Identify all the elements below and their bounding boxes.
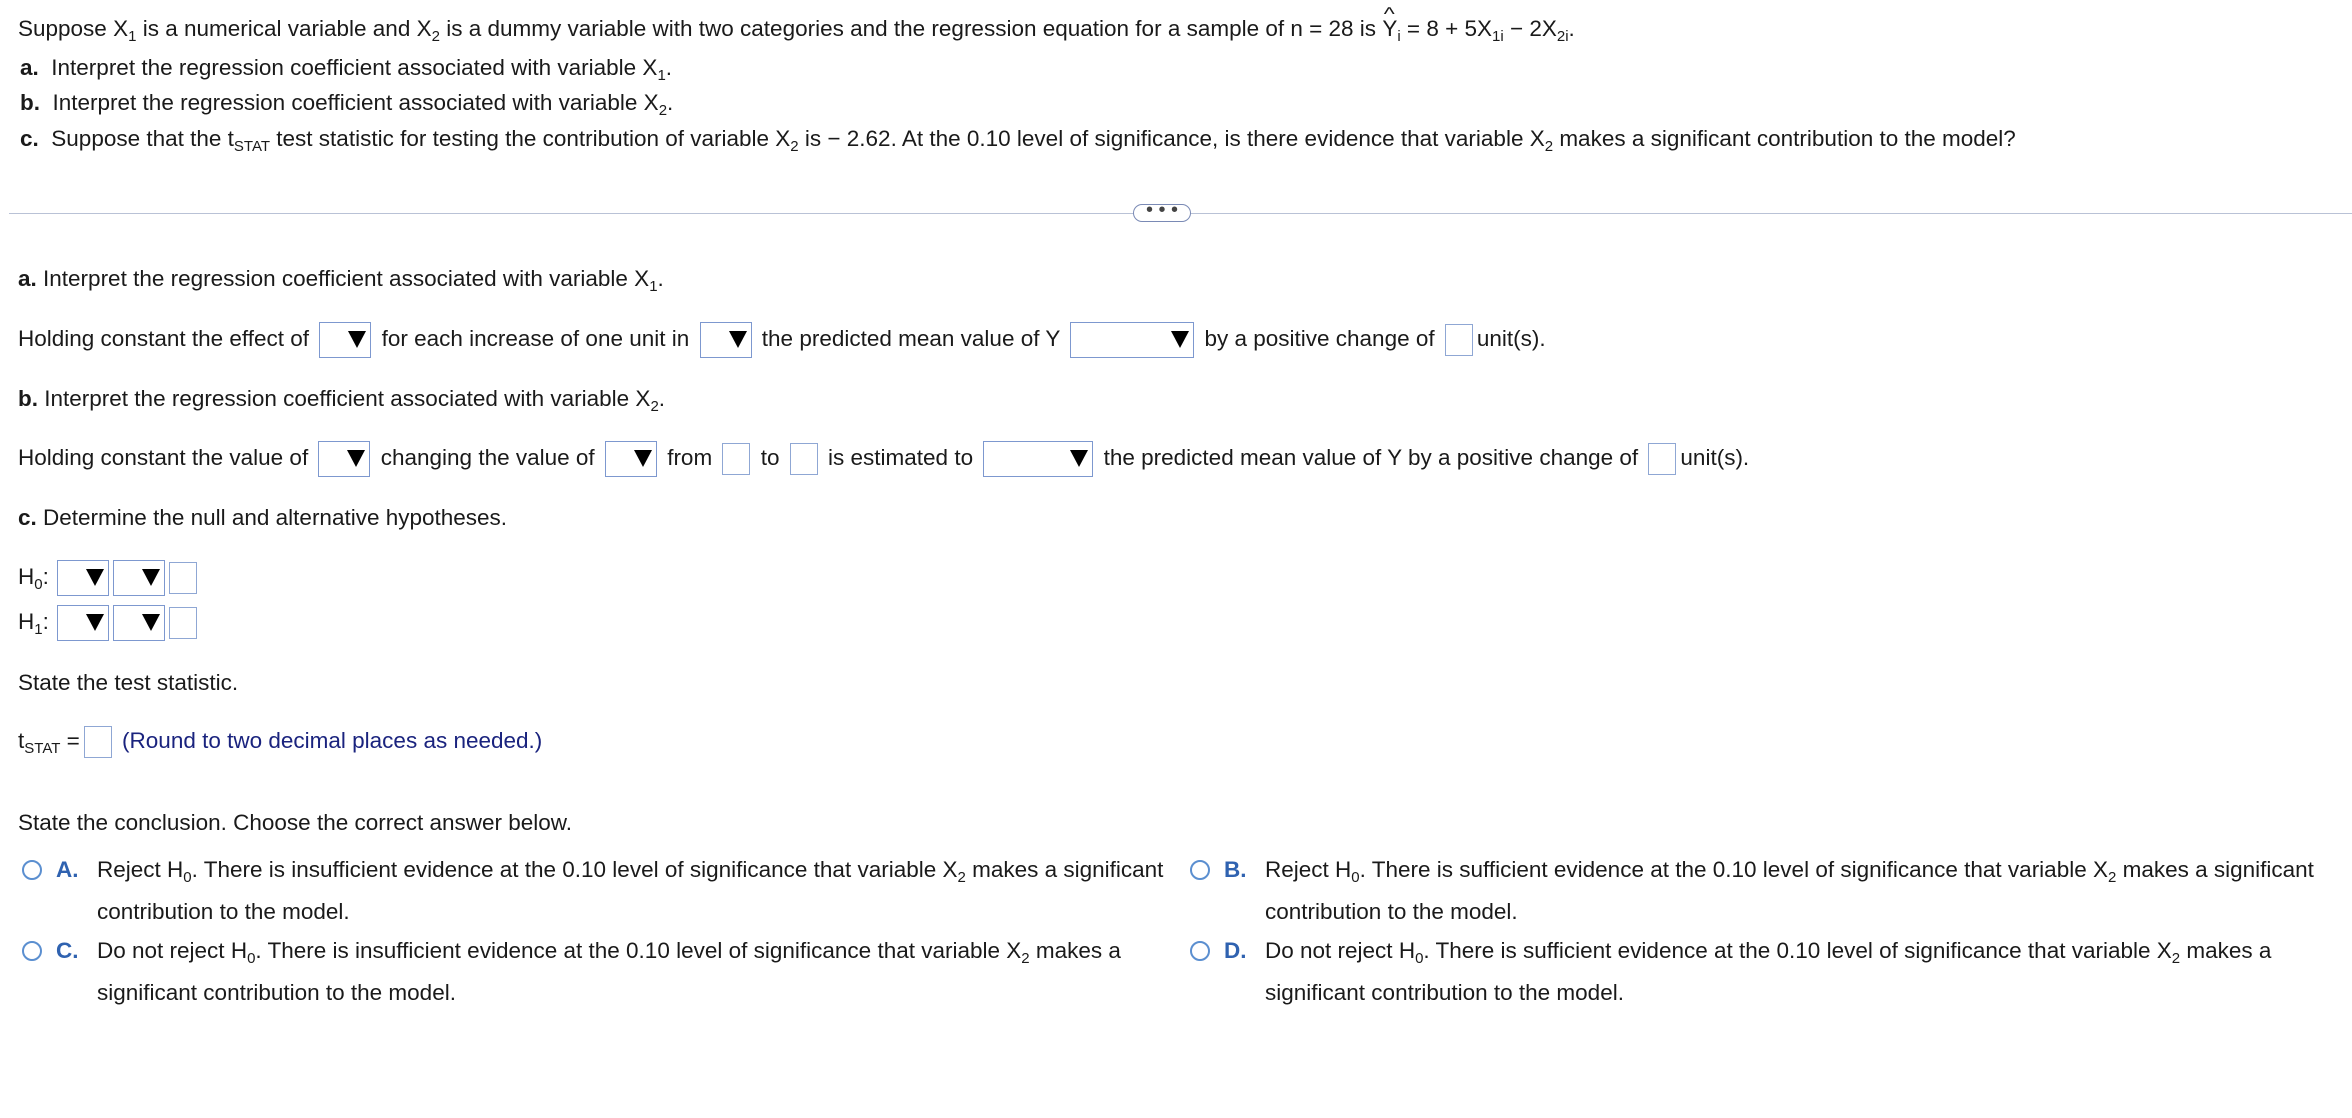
h1-row: $H_1$: [18, 605, 201, 645]
option-b-letter: B. [1224, 857, 1247, 882]
dropdown-arrow-icon [86, 614, 104, 631]
dropdown-arrow-icon [348, 331, 366, 348]
question-part-a: a. Interpret the regression coefficient associated with variable $X_1$. [20, 55, 673, 84]
dropdown-arrow-icon [347, 450, 365, 467]
part-c-heading: c. Determine the null and alternative hypotheses. [18, 505, 508, 530]
dropdown-arrow-icon [1070, 450, 1088, 467]
expand-more-button[interactable]: • • • [1133, 204, 1191, 222]
dropdown-arrow-icon [86, 569, 104, 586]
part-a-effect-dropdown[interactable] [319, 322, 371, 358]
option-b-text[interactable]: Reject $H_0$. There is sufficient evidence at the 0.10 level of significance that variable $X_2$ makes a significant contribution to the model. [1265, 857, 2314, 924]
option-a-text[interactable]: Reject $H_0$. There is insufficient evidence at the 0.10 level of significance that variable $X_2$ makes a significant contribution to the model. [97, 857, 1164, 924]
part-a-heading: a. Interpret the regression coefficient associated with variable $X_1$. [18, 266, 664, 295]
part-b-direction-dropdown[interactable] [983, 441, 1093, 477]
tstat-input[interactable] [84, 726, 112, 758]
option-d-letter: D. [1224, 938, 1247, 963]
test-statistic-label: State the test statistic. [18, 670, 239, 695]
h0-operator-dropdown[interactable] [113, 560, 165, 596]
part-b-heading: b. Interpret the regression coefficient associated with variable $X_2$. [18, 386, 666, 415]
tstat-row: $t_{STAT}$ = (Round to two decimal places as needed.) [18, 728, 543, 757]
part-b-change-input[interactable] [1648, 443, 1676, 475]
part-a-change-input[interactable] [1445, 324, 1473, 356]
part-b-sentence: Holding constant the value of changing the value of from to is estimated to the predicted mean value of Y by a positive change of unit(s). [18, 441, 1749, 477]
part-b-to-input[interactable] [790, 443, 818, 475]
dropdown-arrow-icon [142, 614, 160, 631]
round-hint: (Round to two decimal places as needed.) [122, 728, 543, 753]
question-part-b: b. Interpret the regression coefficient associated with variable $X_2$. [20, 90, 674, 119]
dropdown-arrow-icon [729, 331, 747, 348]
option-a-radio[interactable] [22, 860, 42, 880]
h0-parameter-dropdown[interactable] [57, 560, 109, 596]
part-b-from-input[interactable] [722, 443, 750, 475]
option-c-text[interactable]: Do not reject $H_0$. There is insufficient evidence at the 0.10 level of significance that variable $X_2$ makes a significant contribution to the model. [97, 938, 1121, 1005]
option-b-radio[interactable] [1190, 860, 1210, 880]
question-intro: Suppose $X_1$ is a numerical variable and $X_2$ is a dummy variable with two categories and the regression equation for a sample of n = 28 is ^ $Y_i = 8 + 5X_{1i} - 2X_{2i}$. [18, 14, 1575, 52]
y-hat: ^ Y [1382, 14, 1397, 44]
dropdown-arrow-icon [634, 450, 652, 467]
question-part-c: c. Suppose that the $t_{STAT}$ test statistic for testing the contribution of variable $X_2$ is − 2.62. At the 0.10 level of significance, is there evidence that variable $X_2$ makes a significant contribution to the model? [20, 126, 2016, 155]
option-d-radio[interactable] [1190, 941, 1210, 961]
option-a-letter: A. [56, 857, 79, 882]
part-a-direction-dropdown[interactable] [1070, 322, 1194, 358]
h1-parameter-dropdown[interactable] [57, 605, 109, 641]
h1-value-input[interactable] [169, 607, 197, 639]
part-a-sentence: Holding constant the effect of for each increase of one unit in the predicted mean value of Y by a positive change of unit(s). [18, 322, 1546, 358]
conclusion-label: State the conclusion. Choose the correct answer below. [18, 810, 573, 835]
part-b-variable-dropdown[interactable] [605, 441, 657, 477]
dropdown-arrow-icon [1171, 331, 1189, 348]
part-b-constant-dropdown[interactable] [318, 441, 370, 477]
option-c-radio[interactable] [22, 941, 42, 961]
h0-row: $H_0$: [18, 560, 201, 600]
dropdown-arrow-icon [142, 569, 160, 586]
option-c-letter: C. [56, 938, 79, 963]
part-a-unit-dropdown[interactable] [700, 322, 752, 358]
h0-value-input[interactable] [169, 562, 197, 594]
h1-operator-dropdown[interactable] [113, 605, 165, 641]
option-d-text[interactable]: Do not reject $H_0$. There is sufficient evidence at the 0.10 level of significance that variable $X_2$ makes a significant contribution to the model. [1265, 938, 2272, 1005]
